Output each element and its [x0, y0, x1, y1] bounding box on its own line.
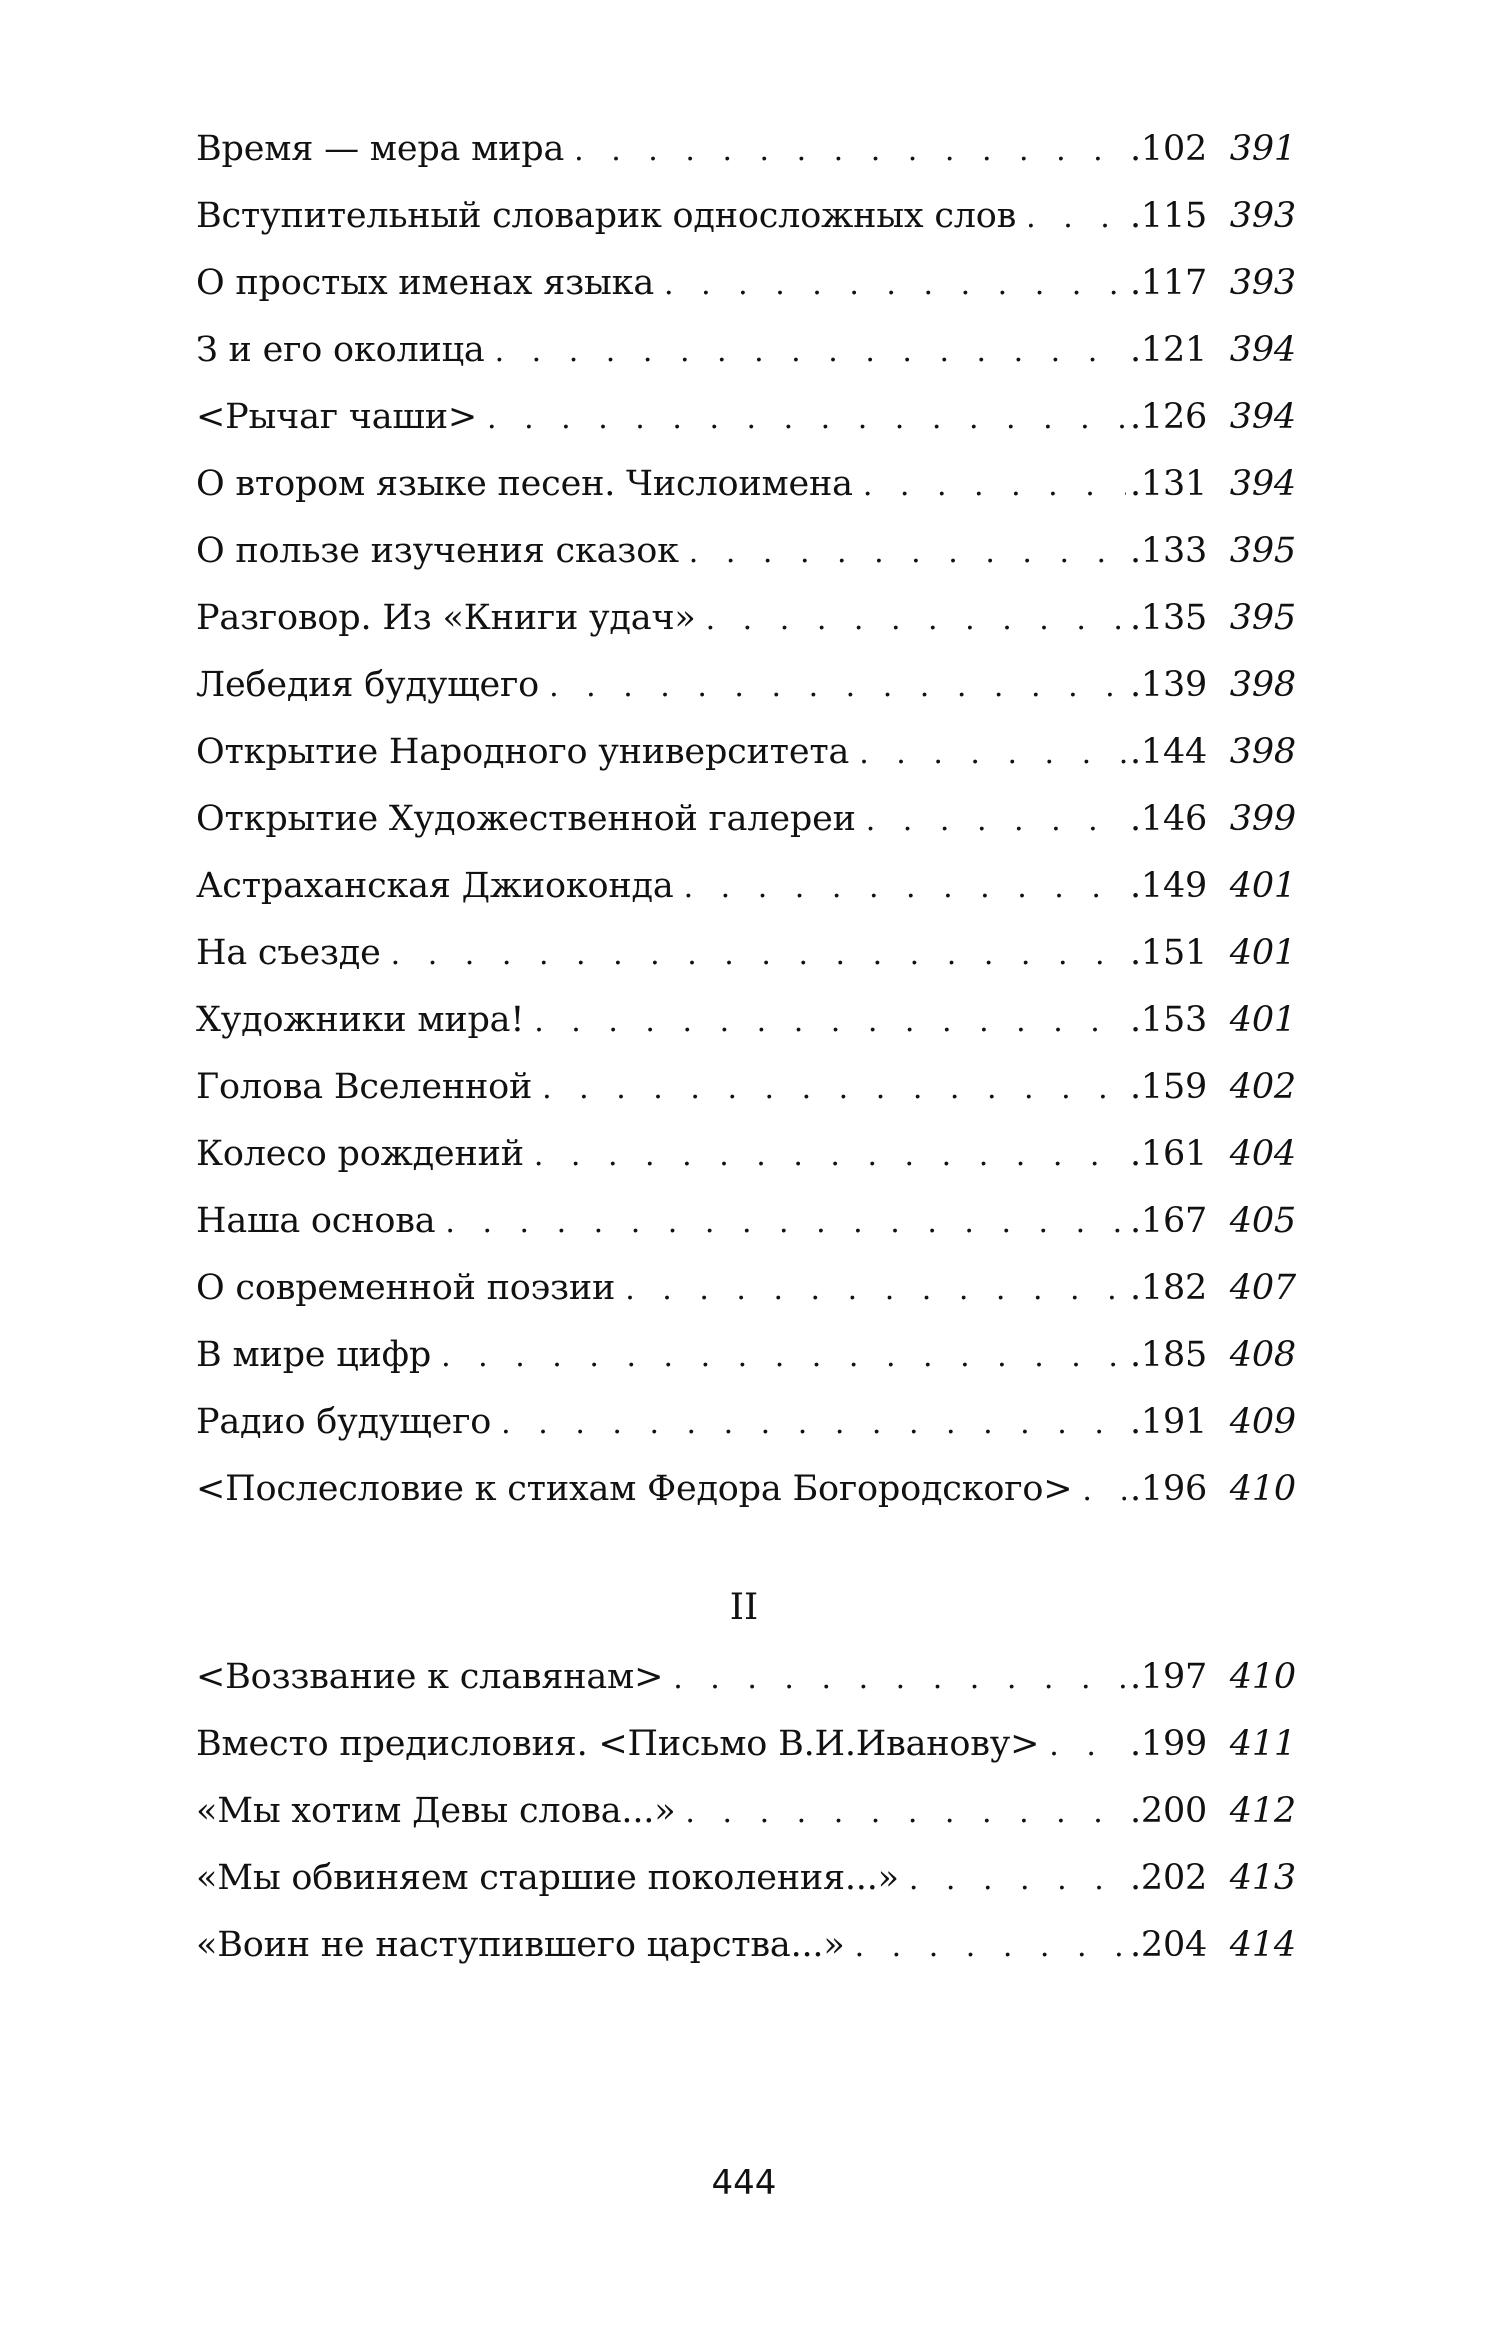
entry-title: <Воззвание к славянам> [196, 1657, 664, 1697]
entry-comment-page: 412 [1229, 1791, 1296, 1831]
entry-page: .202 [1130, 1858, 1208, 1898]
entry-comment-page: 394 [1229, 464, 1296, 504]
toc-entry [196, 1912, 1296, 1979]
entry-comment-page: 394 [1229, 397, 1296, 437]
entry-title: О простых именах языка [196, 263, 654, 303]
toc-entry [196, 451, 1296, 518]
dot-leader [549, 653, 1126, 720]
entry-page: .139 [1130, 665, 1208, 705]
toc-entry [196, 1778, 1296, 1845]
entry-comment-page: 413 [1229, 1858, 1296, 1898]
entry-page: .121 [1130, 330, 1208, 370]
entry-comment-page: 395 [1229, 598, 1296, 638]
entry-title: На съезде [196, 933, 381, 973]
dot-leader [534, 988, 1126, 1055]
entry-page: .196 [1130, 1469, 1208, 1509]
dot-leader [542, 1055, 1126, 1122]
entry-comment-page: 401 [1229, 866, 1296, 906]
dot-leader [855, 1913, 1126, 1980]
dot-leader [673, 1645, 1126, 1712]
toc-entry [196, 1845, 1296, 1912]
dot-leader [625, 1256, 1126, 1323]
dot-leader [495, 318, 1126, 385]
toc-entry [196, 1188, 1296, 1255]
entry-comment-page: 411 [1229, 1724, 1296, 1764]
entry-title: Наша основа [196, 1201, 436, 1241]
dot-leader [487, 385, 1126, 452]
entry-title: О пользе изучения сказок [196, 531, 679, 571]
entry-page: .185 [1130, 1335, 1208, 1375]
entry-comment-page: 401 [1229, 1000, 1296, 1040]
entry-title: Вместо предисловия. <Письмо В.И.Иванову> [196, 1724, 1040, 1764]
dot-leader [574, 117, 1126, 184]
toc-entry [196, 786, 1296, 853]
entry-page: .199 [1130, 1724, 1208, 1764]
dot-leader [909, 1846, 1126, 1913]
dot-leader [866, 787, 1126, 854]
entry-page: .197 [1130, 1657, 1208, 1697]
toc-section-2 [196, 1644, 1296, 1979]
entry-page: .102 [1130, 129, 1208, 169]
entry-page: .133 [1130, 531, 1208, 571]
dot-leader [1026, 184, 1126, 251]
entry-comment-page: 409 [1229, 1402, 1296, 1442]
toc-entry [196, 719, 1296, 786]
entry-page: .161 [1130, 1134, 1208, 1174]
entry-page: .115 [1130, 196, 1208, 236]
entry-page: .204 [1130, 1925, 1208, 1965]
entry-title: «Мы хотим Девы слова...» [196, 1791, 676, 1831]
entry-title: Колесо рождений [196, 1134, 524, 1174]
dot-leader [441, 1323, 1126, 1390]
toc-entry [196, 1322, 1296, 1389]
entry-comment-page: 393 [1229, 263, 1296, 303]
entry-page: .167 [1130, 1201, 1208, 1241]
entry-page: .144 [1130, 732, 1208, 772]
entry-title: «Мы обвиняем старшие поколения...» [196, 1858, 899, 1898]
entry-comment-page: 404 [1229, 1134, 1296, 1174]
toc-entry [196, 250, 1296, 317]
entry-title: Вступительный словарик односложных слов [196, 196, 1017, 236]
entry-page: .149 [1130, 866, 1208, 906]
dot-leader [534, 1122, 1126, 1189]
entry-comment-page: 398 [1229, 665, 1296, 705]
entry-page: .146 [1130, 799, 1208, 839]
entry-title: Астраханская Джиоконда [196, 866, 674, 906]
dot-leader [501, 1390, 1126, 1457]
toc-entry [196, 853, 1296, 920]
entry-comment-page: 391 [1229, 129, 1296, 169]
entry-page: .153 [1130, 1000, 1208, 1040]
entry-comment-page: 398 [1229, 732, 1296, 772]
toc-entry [196, 1711, 1296, 1778]
toc-section-1 [196, 116, 1296, 1523]
entry-comment-page: 405 [1229, 1201, 1296, 1241]
toc-entry [196, 987, 1296, 1054]
entry-comment-page: 410 [1229, 1657, 1296, 1697]
toc-entry [196, 1456, 1296, 1523]
entry-title: Разговор. Из «Книги удач» [196, 598, 696, 638]
entry-page: .200 [1130, 1791, 1208, 1831]
dot-leader [664, 251, 1126, 318]
dot-leader [391, 921, 1126, 988]
entry-title: Радио будущего [196, 1402, 492, 1442]
entry-page: .135 [1130, 598, 1208, 638]
entry-title: <Послесловие к стихам Федора Богородского> [196, 1469, 1073, 1509]
entry-title: <Рычаг чаши> [196, 397, 478, 437]
entry-title: О втором языке песен. Числоимена [196, 464, 853, 504]
dot-leader [689, 519, 1126, 586]
toc-entry [196, 920, 1296, 987]
dot-leader [685, 1779, 1126, 1846]
entry-page: .182 [1130, 1268, 1208, 1308]
entry-comment-page: 401 [1229, 933, 1296, 973]
entry-comment-page: 402 [1229, 1067, 1296, 1107]
entry-comment-page: 399 [1229, 799, 1296, 839]
toc-entry [196, 116, 1296, 183]
entry-page: .191 [1130, 1402, 1208, 1442]
dot-leader [1049, 1712, 1126, 1779]
entry-title: Лебедия будущего [196, 665, 540, 705]
entry-title: З и его околица [196, 330, 485, 370]
toc-entry [196, 1255, 1296, 1322]
entry-comment-page: 410 [1229, 1469, 1296, 1509]
dot-leader [445, 1189, 1126, 1256]
entry-page: .159 [1130, 1067, 1208, 1107]
toc-entry [196, 1389, 1296, 1456]
entry-comment-page: 395 [1229, 531, 1296, 571]
entry-title: Голова Вселенной [196, 1067, 533, 1107]
entry-comment-page: 393 [1229, 196, 1296, 236]
entry-page: .126 [1130, 397, 1208, 437]
page-number: 444 [711, 2163, 777, 2203]
section-heading: II [729, 1587, 759, 1628]
entry-title: Художники мира! [196, 1000, 525, 1040]
toc-entry [196, 518, 1296, 585]
toc-entry [196, 317, 1296, 384]
dot-leader [863, 452, 1126, 519]
entry-page: .151 [1130, 933, 1208, 973]
dot-leader [859, 720, 1126, 787]
entry-title: О современной поэзии [196, 1268, 616, 1308]
entry-title: «Воин не наступившего царства...» [196, 1925, 845, 1965]
entry-comment-page: 414 [1229, 1925, 1296, 1965]
dot-leader [706, 586, 1126, 653]
entry-title: Время — мера мира [196, 129, 565, 169]
toc-entry [196, 384, 1296, 451]
toc-entry [196, 652, 1296, 719]
entry-comment-page: 407 [1229, 1268, 1296, 1308]
toc-entry [196, 1054, 1296, 1121]
entry-title: Открытие Народного университета [196, 732, 850, 772]
entry-comment-page: 408 [1229, 1335, 1296, 1375]
toc-entry [196, 183, 1296, 250]
dot-leader [684, 854, 1126, 921]
toc-entry [196, 1121, 1296, 1188]
entry-comment-page: 394 [1229, 330, 1296, 370]
entry-page: .117 [1130, 263, 1208, 303]
entry-title: Открытие Художественной галереи [196, 799, 856, 839]
toc-entry [196, 1644, 1296, 1711]
entry-page: .131 [1130, 464, 1208, 504]
entry-title: В мире цифр [196, 1335, 432, 1375]
dot-leader [1082, 1457, 1126, 1524]
toc-entry [196, 585, 1296, 652]
